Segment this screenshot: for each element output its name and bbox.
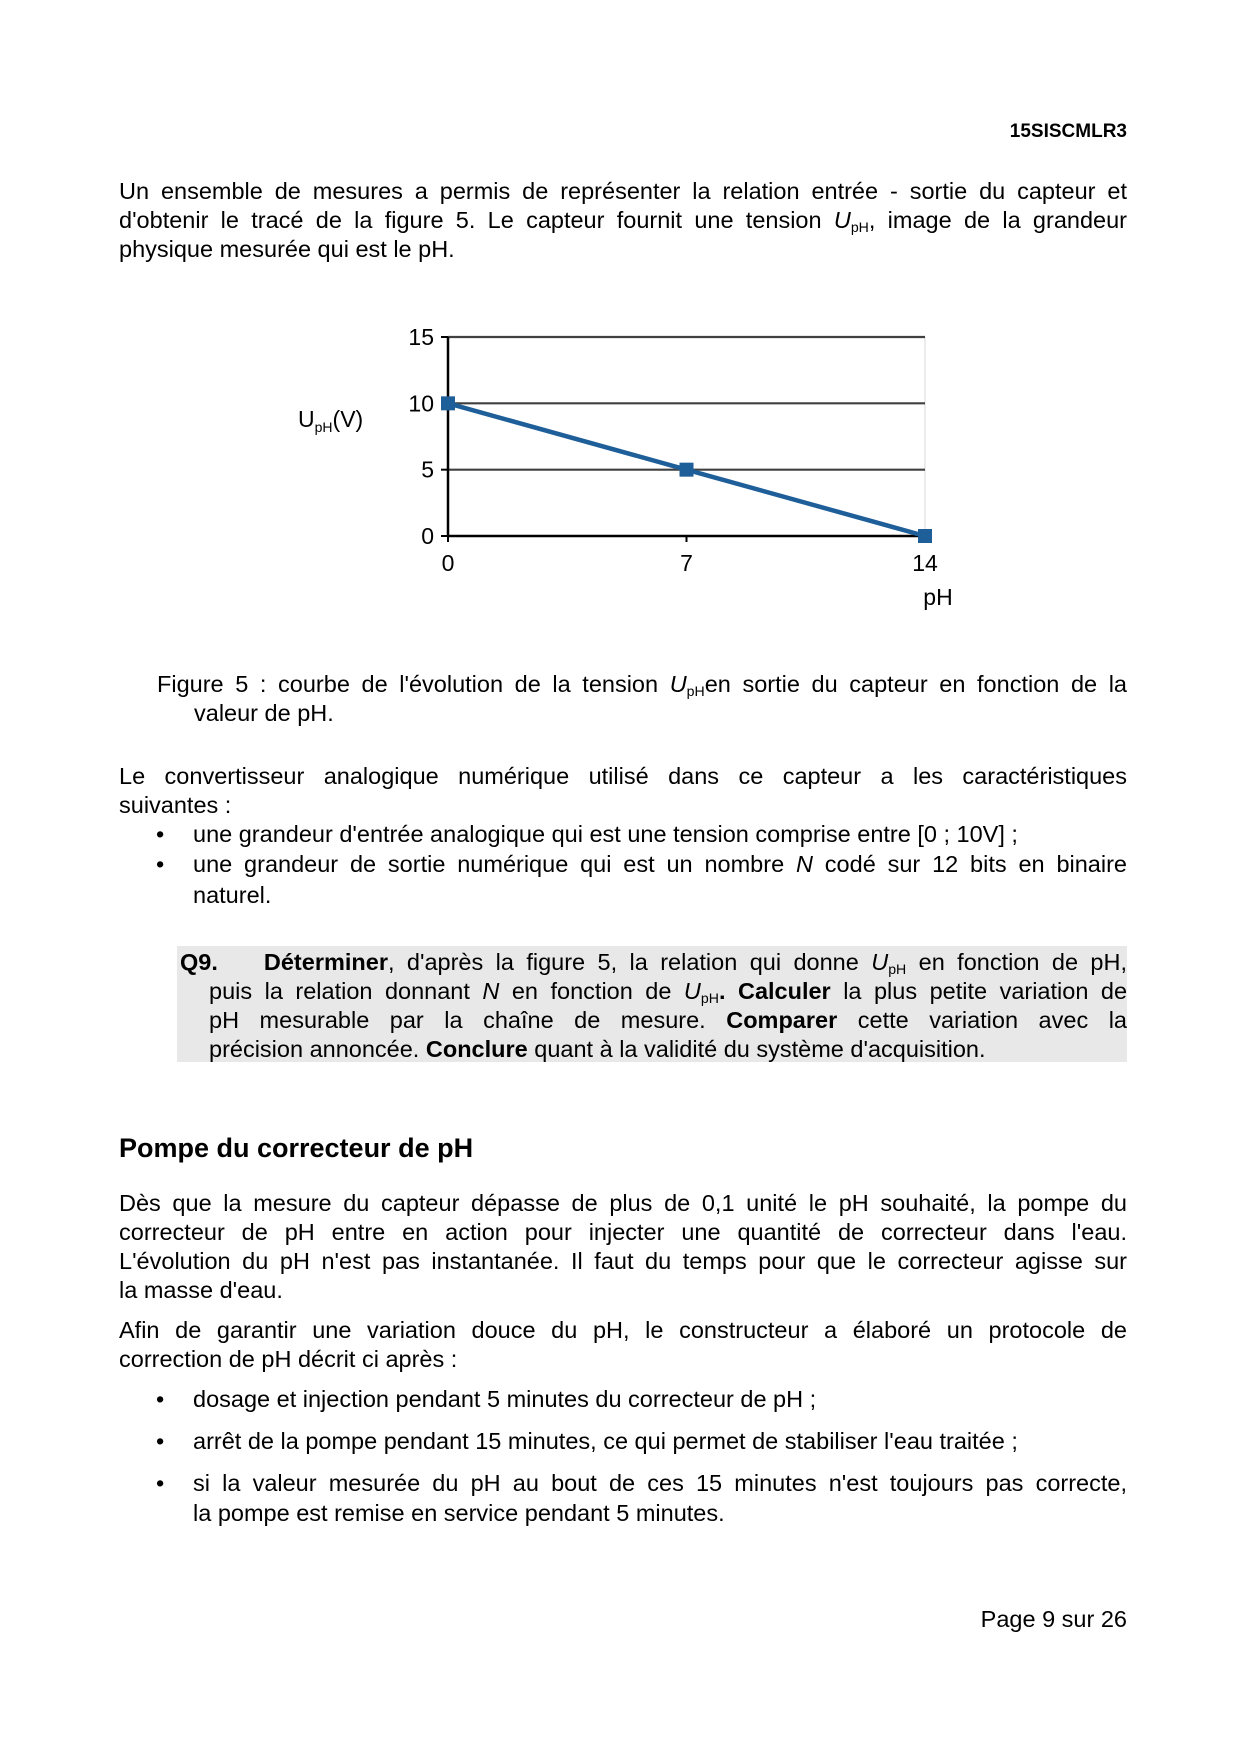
document-code: 15SISCMLR3 [1009,121,1127,142]
y-tick-label: 10 [408,390,434,417]
chart-svg [270,310,970,620]
page-number: Page 9 sur 26 [980,1606,1127,1632]
list-item: • arrêt de la pompe pendant 15 minutes, ce qui permet de stabiliser l'eau traitée ; [156,1428,1018,1454]
y-tick-label: 0 [421,523,434,549]
intro-paragraph [119,177,1127,264]
intro-line-2: d'obtenir le tracé de la figure 5. Le capteur fournit une tension $U_{pH}$, image de la grandeur [119,207,1127,235]
list-item: • dosage et injection pendant 5 minutes du correcteur de pH ; [156,1386,817,1412]
data-point [441,396,455,410]
data-point [680,463,694,477]
y-tick-label: 5 [421,456,434,483]
pump-paragraph-1: Dès que la mesure du capteur dépasse de plus de 0,1 unité le pH souhaité, la pompe du correcteur de pH entre en action pour injecter une quantité de correcteur dans l'eau. L'évolution du pH n'est pas instantanée. Il faut du temps pour que le correcteur agisse sur la masse d'eau. [119,1190,1127,1303]
figure-5-chart [270,310,970,620]
x-axis-label: pH [923,584,953,610]
x-tick-label: 7 [680,550,693,576]
x-tick-label: 0 [441,550,455,576]
caption-line-2: valeur de pH. [194,700,334,726]
intro-line-3: physique mesurée qui est le pH. [119,236,455,262]
can-line-2: suivantes : [119,792,232,818]
section-title: Pompe du correcteur de pH [119,1133,474,1163]
intro-line-1: Un ensemble de mesures a permis de représenter la relation entrée - sortie du capteur et [119,178,1127,204]
protocol-bullet-list [119,1385,1127,1528]
data-point [918,529,932,543]
question-q9: Q9. Déterminer, d'après la figure 5, la relation qui donne $U_{pH}$ en fonction de pH, puis la relation donnant N en fonction de $U_{pH}$. Calculer la plus petite variation de pH mesurable par la chaîne de mesure. Comparer cette variation avec la précision annoncée. Conclure quant à la validité du système d'acquisition. [180,949,1128,1062]
figure-caption [157,670,1127,728]
list-item: • si la valeur mesurée du pH au bout de ces 15 minutes n'est toujours pas correcte, la pompe est remise en service pendant 5 minutes. [156,1470,1127,1526]
list-item: • une grandeur d'entrée analogique qui est une tension comprise entre [0 ; 10V] ; [156,821,1018,847]
list-item: • une grandeur de sortie numérique qui est un nombre N codé sur 12 bits en binaire naturel. [156,851,1127,908]
can-bullet-list [119,820,1127,910]
x-tick-label: 14 [912,550,938,576]
pump-paragraph-2: Afin de garantir une variation douce du pH, le constructeur a élaboré un protocole de correction de pH décrit ci après : [119,1317,1127,1372]
y-axis-label: $U_{pH}(V)$ [298,406,364,435]
caption-line-1: Figure 5 : courbe de l'évolution de la tension $U_{pH}en$ sortie du capteur en fonction de la [157,671,1127,699]
y-tick-label: 15 [408,324,434,350]
can-paragraph [119,762,1127,820]
can-line-1: Le convertisseur analogique numérique utilisé dans ce capteur a les caractéristiques [119,763,1127,789]
